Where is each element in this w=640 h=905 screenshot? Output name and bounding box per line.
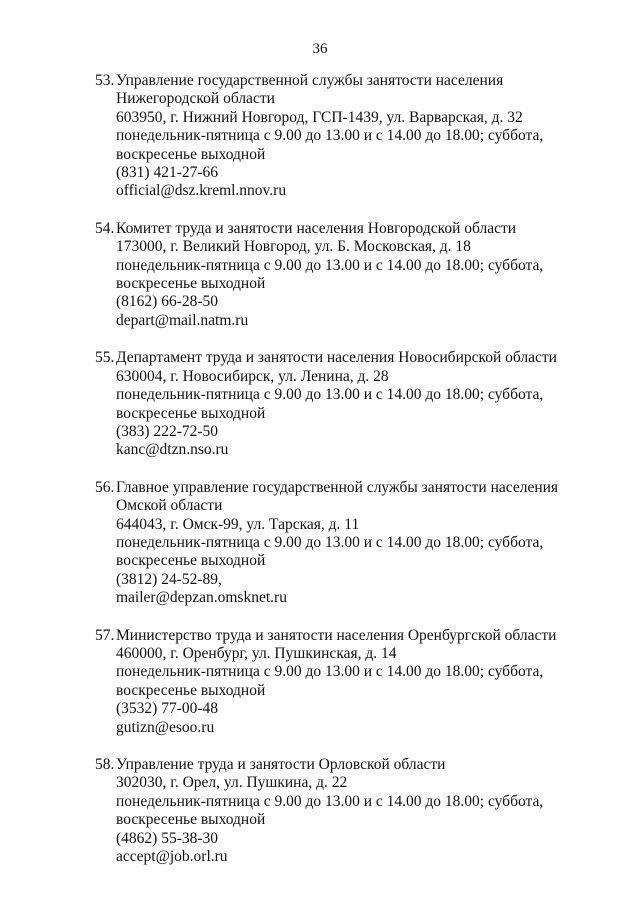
- entry-title-text: Главное управление государственной службы занятости населения Омской области: [116, 478, 559, 515]
- entry-title: [95, 220, 595, 238]
- entry-hours: понедельник-пятница с 9.00 до 13.00 и с 14.00 до 18.00; суббота,: [116, 127, 544, 145]
- entry-hours: понедельник-пятница с 9.00 до 13.00 и с 14.00 до 18.00; суббота,: [116, 533, 544, 551]
- entry-hours: понедельник-пятница с 9.00 до 13.00 и с 14.00 до 18.00; суббота,: [116, 663, 544, 681]
- entry-number: 54.: [95, 219, 115, 237]
- entry-hours-cont: воскресенье выходной: [116, 811, 266, 829]
- entry-number: 57.: [95, 626, 115, 644]
- entry-phone: (831) 421-27-66: [116, 164, 219, 182]
- list-item: [95, 756, 595, 866]
- page-number: 36: [312, 41, 328, 57]
- entry-hours: понедельник-пятница с 9.00 до 13.00 и с 14.00 до 18.00; суббота,: [116, 792, 544, 810]
- entry-title-text: Управление государственной службы занятости населения Нижегородской области: [116, 72, 504, 108]
- entry-address: 630004, г. Новосибирск, ул. Ленина, д. 28: [116, 367, 389, 385]
- entry-email: gutizn@esoo.ru: [116, 718, 215, 736]
- entry-hours: понедельник-пятница с 9.00 до 13.00 и с 14.00 до 18.00; суббота,: [116, 386, 544, 404]
- entry-email: depart@mail.natm.ru: [116, 311, 249, 329]
- entry-hours-cont: воскресенье выходной: [116, 681, 266, 699]
- entry-phone: (3532) 77-00-48: [116, 700, 219, 718]
- entry-hours-cont: воскресенье выходной: [116, 404, 266, 422]
- entry-hours-cont: воскресенье выходной: [116, 275, 266, 293]
- entry-address: 173000, г. Великий Новгород, ул. Б. Московская, д. 18: [116, 238, 471, 256]
- entry-email: accept@job.orl.ru: [116, 848, 228, 866]
- entry-address: 460000, г. Оренбург, ул. Пушкинская, д. 14: [116, 644, 397, 662]
- entry-number: 56.: [95, 478, 115, 496]
- entry-number: 53.: [95, 72, 115, 89]
- entry-hours-cont: воскресенье выходной: [116, 145, 266, 163]
- entry-address: 603950, г. Нижний Новгород, ГСП-1439, ул. Варварская, д. 32: [116, 108, 523, 126]
- entry-number: 55.: [95, 349, 115, 367]
- entry-phone: (3812) 24-52-89,: [116, 570, 222, 588]
- entry-title-text: Комитет труда и занятости населения Новгородской области: [116, 219, 517, 237]
- entry-title: [95, 627, 595, 645]
- entry-title-text: Управление труда и занятости Орловской области: [116, 756, 446, 773]
- entry-phone: (4862) 55-38-30: [116, 829, 219, 847]
- entry-address: 302030, г. Орел, ул. Пушкина, д. 22: [116, 774, 348, 792]
- entry-email: official@dsz.kreml.nnov.ru: [116, 182, 287, 200]
- entry-hours-cont: воскресенье выходной: [116, 552, 266, 570]
- entry-title: [95, 72, 595, 109]
- list-item: [95, 627, 595, 737]
- list-item: [95, 220, 595, 330]
- entry-title-text: Министерство труда и занятости населения Оренбургской области: [116, 626, 557, 644]
- entry-title: [95, 349, 595, 367]
- list-item: [95, 479, 595, 608]
- entry-title: [95, 479, 595, 516]
- list-item: [95, 349, 595, 459]
- entry-email: mailer@depzan.omsknet.ru: [116, 589, 287, 607]
- entry-email: kanc@dtzn.nso.ru: [116, 441, 229, 459]
- entry-title: [95, 756, 595, 774]
- entries-list: [95, 72, 595, 885]
- entry-title-text: Департамент труда и занятости населения Новосибирской области: [116, 349, 557, 367]
- entry-phone: (8162) 66-28-50: [116, 293, 219, 311]
- entry-hours: понедельник-пятница с 9.00 до 13.00 и с 14.00 до 18.00; суббота,: [116, 256, 544, 274]
- entry-number: 58.: [95, 756, 115, 773]
- entry-phone: (383) 222-72-50: [116, 422, 219, 440]
- entry-address: 644043, г. Омск-99, ул. Тарская, д. 11: [116, 515, 360, 533]
- list-item: [95, 72, 595, 201]
